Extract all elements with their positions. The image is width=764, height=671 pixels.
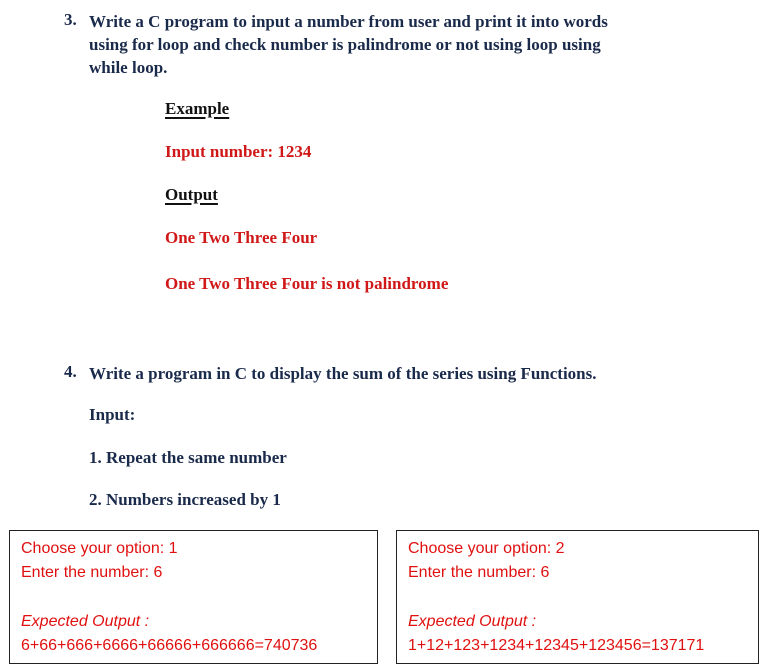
question-3-line-2: using for loop and check number is palindrome or not using loop using <box>89 35 601 54</box>
box-left-result: 6+66+666+6666+66666+666666=740736 <box>21 637 318 654</box>
box-left-choose-option: Choose your option: 1 <box>21 540 178 557</box>
sample-output-box-right <box>396 530 759 664</box>
question-3-line-3: while loop. <box>89 58 168 77</box>
box-right-result: 1+12+123+1234+12345+123456=137171 <box>408 637 705 654</box>
box-right-choose-option: Choose your option: 2 <box>408 540 565 557</box>
output-line-2: One Two Three Four is not palindrome <box>165 274 449 293</box>
question-3-number: 3. <box>64 10 77 29</box>
input-label: Input: <box>89 405 136 424</box>
box-left-enter-number: Enter the number: 6 <box>21 564 163 581</box>
box-right-enter-number: Enter the number: 6 <box>408 564 550 581</box>
option-2-text: 2. Numbers increased by 1 <box>89 490 281 509</box>
box-left-expected-label: Expected Output : <box>21 613 150 630</box>
question-3-line-1: Write a C program to input a number from user and print it into words <box>89 12 608 31</box>
question-4-number: 4. <box>64 362 77 381</box>
example-input-line: Input number: 1234 <box>165 142 312 161</box>
box-right-expected-label: Expected Output : <box>408 613 537 630</box>
sample-output-box-left <box>9 530 378 664</box>
example-label: Example <box>165 99 230 118</box>
question-4-text: Write a program in C to display the sum of the series using Functions. <box>89 364 597 383</box>
option-1-text: 1. Repeat the same number <box>89 448 287 467</box>
output-label: Output <box>165 185 218 204</box>
output-line-1: One Two Three Four <box>165 228 318 247</box>
